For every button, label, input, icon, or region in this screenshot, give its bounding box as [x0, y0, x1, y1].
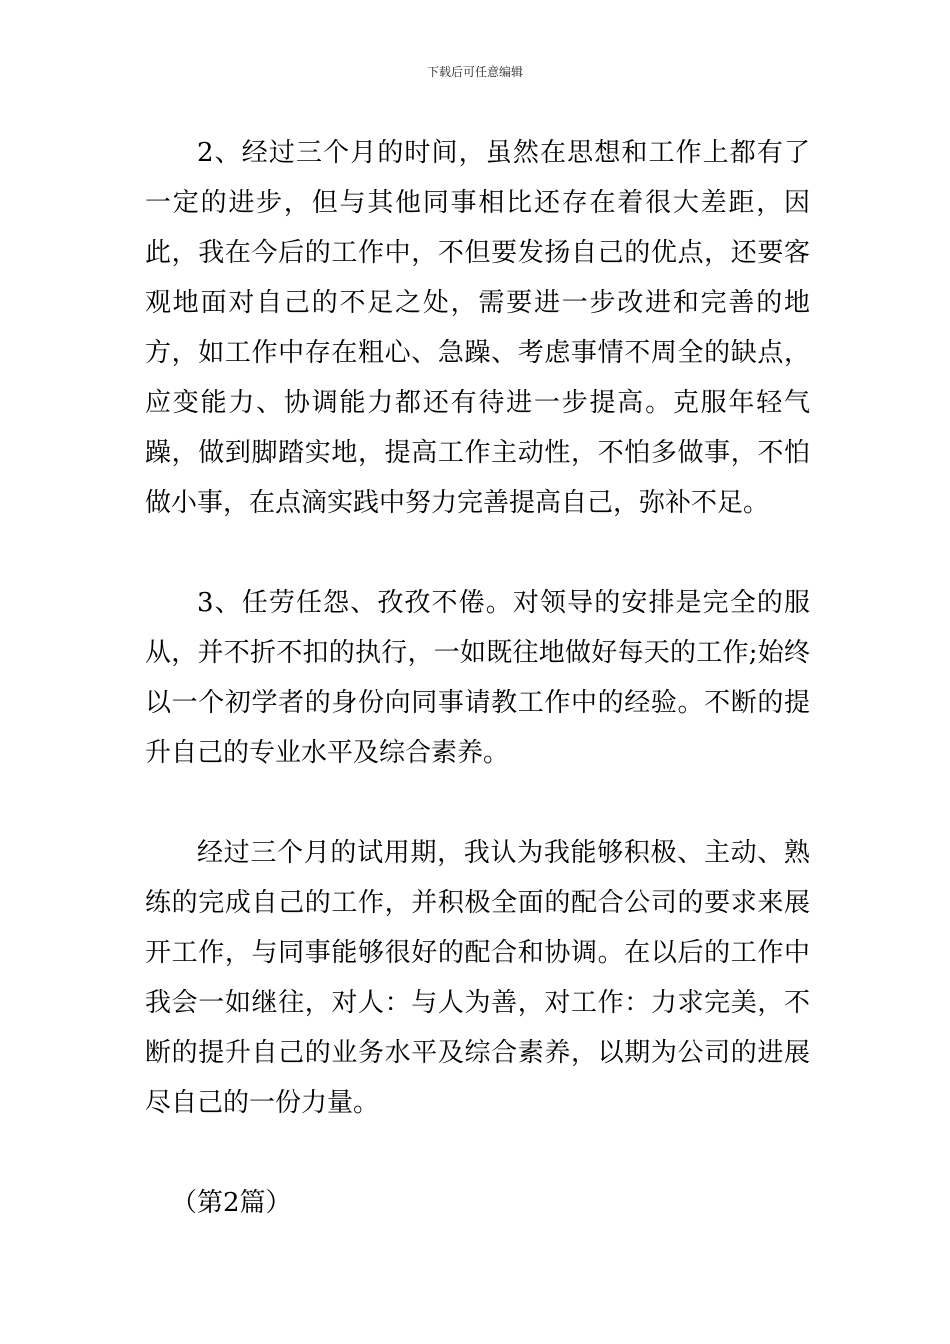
paragraph-improvement: 2、经过三个月的时间，虽然在思想和工作上都有了一定的进步，但与其他同事相比还存在着很大差距，因此，我在今后的工作中，不但要发扬自己的优点，还要客观地面对自己的不足之处，需要进一步改进和完善的地方，如工作中存在粗心、急躁、考虑事情不周全的缺点，应变能力、协调能力都还有待进一步提高。克服年轻气躁，做到脚踏实地，提高工作主动性，不怕多做事，不怕做小事，在点滴实践中努力完善提高自己，弥补不足。 — [145, 138, 810, 518]
paragraph-summary: 经过三个月的试用期，我认为我能够积极、主动、熟练的完成自己的工作，并积极全面的配合公司的要求来展开工作，与同事能够很好的配合和协调。在以后的工作中我会一如继往，对人：与人为善，对工作：力求完美，不断的提升自己的业务水平及综合素养，以期为公司的进展尽自己的一份力量。 — [145, 838, 810, 1118]
paragraph-diligence: 3、任劳任怨、孜孜不倦。对领导的安排是完全的服从，并不折不扣的执行，一如既往地做好每天的工作;始终以一个初学者的身份向同事请教工作中的经验。不断的提升自己的专业水平及综合素养。 — [145, 588, 810, 768]
page-header: 下载后可任意编辑 — [426, 65, 523, 79]
document-body — [145, 128, 810, 1228]
section-label: （第2篇） — [171, 1188, 292, 1218]
